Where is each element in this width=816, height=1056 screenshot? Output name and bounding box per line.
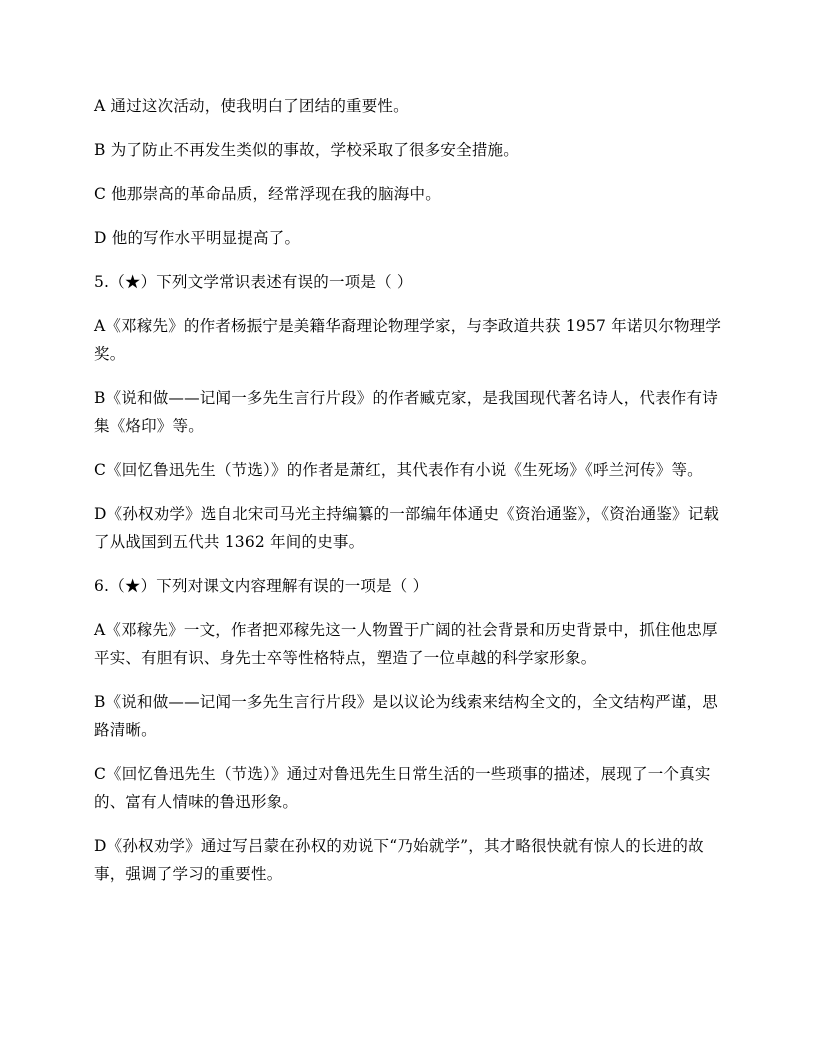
question-5-option-c: C《回忆鲁迅先生（节选）》的作者是萧红，其代表作有小说《生死场》《呼兰河传》等。 [94, 461, 703, 479]
question-5-option-b: B《说和做——记闻一多先生言行片段》的作者臧克家，是我国现代著名诗人，代表作有诗集《烙印》等。 [94, 389, 718, 435]
question-6-title: 6.（★）下列对课文内容理解有误的一项是（ ） [94, 577, 429, 595]
prev-option-d: D 他的写作水平明显提高了。 [94, 229, 301, 247]
question-5-title: 5.（★）下列文学常识表述有误的一项是（ ） [94, 273, 413, 291]
question-6-option-c: C《回忆鲁迅先生（节选）》通过对鲁迅先生日常生活的一些琐事的描述，展现了一个真实的、富有人情味的鲁迅形象。 [94, 765, 711, 811]
question-6-option-d: D《孙权劝学》通过写吕蒙在孙权的劝说下“乃始就学”，其才略很快就有惊人的长进的故事，强调了学习的重要性。 [94, 837, 704, 883]
question-6-option-a: A《邓稼先》一文，作者把邓稼先这一人物置于广阔的社会背景和历史背景中，抓住他忠厚平实、有胆有识、身先士卒等性格特点，塑造了一位卓越的科学家形象。 [94, 621, 718, 667]
prev-option-b: B 为了防止不再发生类似的事故，学校采取了很多安全措施。 [94, 141, 519, 159]
question-6-option-b: B《说和做——记闻一多先生言行片段》是以议论为线索来结构全文的，全文结构严谨，思路清晰。 [94, 693, 718, 739]
question-5-option-d: D《孙权劝学》选自北宋司马光主持编纂的一部编年体通史《资治通鉴》，《资治通鉴》记载了从战国到五代共 1362 年间的史事。 [94, 505, 720, 551]
prev-option-a: A 通过这次活动，使我明白了团结的重要性。 [94, 97, 409, 115]
document-page [94, 92, 724, 904]
prev-option-c: C 他那崇高的革命品质，经常浮现在我的脑海中。 [94, 185, 441, 203]
question-5-option-a: A《邓稼先》的作者杨振宁是美籍华裔理论物理学家，与李政道共获 1957 年诺贝尔物理学奖。 [94, 317, 722, 363]
